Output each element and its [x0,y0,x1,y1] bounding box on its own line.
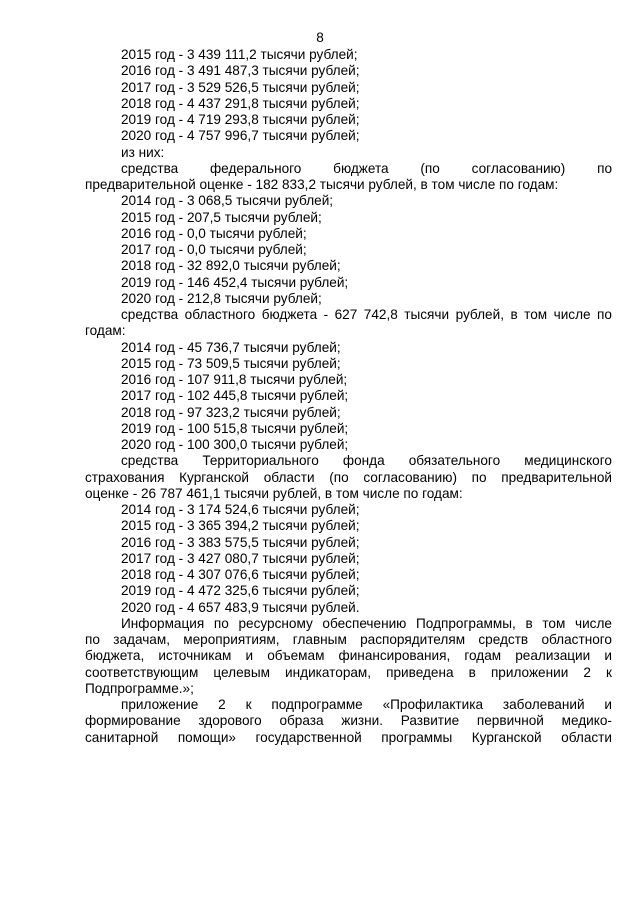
text-line [85,697,612,713]
text-word: помощи» [177,729,236,745]
text-line: 2017 год - 3 427 080,7 тысячи рублей; [121,550,360,566]
text-word: - [323,307,329,322]
text-word: Подпрограммы, [416,615,516,631]
text-line: 2014 год - 45 736,7 тысячи рублей; [121,339,341,355]
text-word: федерального [210,160,302,176]
text-word: предварительной [501,469,612,485]
text-word: фонда [342,453,385,469]
page-number: 8 [316,30,324,45]
text-line: 2015 год - 207,5 тысячи рублей; [121,209,322,225]
text-line: 2015 год - 3 365 394,2 тысячи рублей; [121,518,360,534]
text-word: заболеваний [502,697,585,712]
text-line: 2017 год - 102 445,8 тысячи рублей; [121,388,349,404]
text-line: 2016 год - 3 491 487,3 тысячи рублей; [121,63,360,79]
text-word: здорового [198,713,262,729]
text-word: страхования [85,469,165,485]
text-line: из них: [121,144,165,160]
text-line: 2016 год - 107 911,8 тысячи рублей; [121,372,348,387]
text-word: по [597,160,612,176]
text-word: обеспечению [322,615,407,631]
text-line [85,470,612,486]
text-line: годам: [85,323,126,339]
text-line [85,713,612,729]
text-word: главным [292,632,347,647]
text-line: 2014 год - 3 068,5 тысячи рублей; [121,193,334,209]
text-word: объемам [267,648,325,664]
text-word: мероприятиям, [183,632,280,647]
text-word: том [542,615,566,631]
text-line: 2014 год - 3 174 524,6 тысячи рублей; [121,502,360,517]
text-line: 2018 год - 97 323,2 тысячи рублей; [121,404,341,420]
text-word: финансирования, [338,648,451,664]
text-word: «Профилактика [382,697,484,712]
text-word: согласованию) [471,160,566,176]
text-word: в [525,615,533,631]
text-word: медико- [561,713,612,729]
text-word: в [468,664,476,680]
text-line: 2015 год - 3 439 111,2 тысячи рублей; [121,47,358,62]
text-word: государственной [255,729,362,745]
text-line: 2018 год - 32 892,0 тысячи рублей; [121,258,341,274]
text-word: годам [464,648,502,664]
text-word: области [263,469,315,485]
text-word: Информация [121,615,205,631]
text-word: том [524,307,548,322]
text-word: Территориального [202,453,319,469]
text-word: по [597,307,612,322]
text-word: рублей, [455,307,504,322]
text-word: медицинского [524,453,612,469]
text-line: 2020 год - 4 757 996,7 тысячи рублей; [121,128,360,144]
text-word: и [245,648,254,664]
text-word: Курганской [179,469,250,485]
text-word: приложении [490,664,569,680]
text-word: жизни. [341,713,384,729]
text-line: оценке - 26 787 461,1 тысячи рублей, в том числе по годам: [85,485,463,501]
text-word: задачам, [113,632,170,647]
text-word: (по [420,160,440,176]
text-word: средств [478,632,529,647]
text-word: санитарной [85,729,159,745]
text-line: 2016 год - 3 383 575,5 тысячи рублей; [121,534,360,550]
text-word: бюджета [261,307,318,322]
text-line: 2019 год - 4 472 325,6 тысячи рублей; [121,583,360,599]
text-word: по [85,632,100,647]
text-word: целевым [213,664,270,680]
text-word: средства [121,160,179,176]
text-line: Подпрограмме.»; [85,680,194,696]
text-word: обязательного [408,453,501,469]
text-word: к [245,697,252,712]
text-word: формирование [85,713,181,729]
text-line: предварительной оценке - 182 833,2 тысячи рублей, в том числе по годам: [85,177,559,192]
text-word: к [606,664,612,680]
text-line: 2020 год - 212,8 тысячи рублей; [121,290,322,306]
text-word: подпрограмме [271,697,363,712]
text-word: соответствующим [85,664,199,680]
text-line [85,648,612,664]
text-word: 742,8 [363,307,398,322]
text-line [85,307,612,323]
text-line: 2020 год - 100 300,0 тысячи рублей; [121,437,349,452]
text-word: Курганской [471,729,542,745]
text-line: 2019 год - 100 515,8 тысячи рублей; [121,420,349,436]
text-word: числе [553,307,591,322]
text-word: средства [121,307,179,322]
text-word: приложение [121,697,199,712]
text-word: Развитие [400,713,460,729]
text-word: согласованию) [363,469,457,485]
text-word: распорядителям [360,632,466,647]
text-word: (по [329,469,349,485]
text-word: программы [381,729,453,745]
text-word: по [471,469,487,485]
text-line: 2018 год - 4 437 291,8 тысячи рублей; [121,95,360,111]
text-line: 2018 год - 4 307 076,6 тысячи рублей; [121,567,360,582]
text-line [85,632,612,648]
document-body [85,47,612,746]
text-line: 2019 год - 146 452,4 тысячи рублей; [121,274,349,290]
text-word: числе [574,615,612,631]
text-word: бюджета, [85,648,145,664]
text-word: образа [279,713,324,729]
text-word: бюджета [333,160,389,176]
text-line: 2016 год - 0,0 тысячи рублей; [121,225,307,241]
text-line: 2017 год - 3 529 526,5 тысячи рублей; [121,79,360,95]
text-word: тысячи [404,307,450,322]
text-word: и [604,697,612,712]
text-line: 2019 год - 4 719 293,8 тысячи рублей; [121,112,360,127]
text-line: 2015 год - 73 509,5 тысячи рублей; [121,355,341,371]
text-line [85,665,612,681]
text-word: реализации [515,648,591,664]
text-line [85,161,612,177]
text-word: источникам [158,648,232,664]
text-line [85,616,612,632]
text-word: области [561,729,612,745]
text-word: 627 [334,307,358,322]
text-word: областного [184,307,256,322]
text-word: по [213,615,229,631]
text-word: индикаторам, [285,664,372,680]
text-line [85,453,612,469]
text-word: и [604,648,612,664]
text-word: первичной [476,713,544,729]
text-line: 2020 год - 4 657 483,9 тысячи рублей. [121,599,360,615]
text-line: 2017 год - 0,0 тысячи рублей; [121,242,307,257]
text-word: 2 [218,697,226,712]
text-word: областного [541,632,612,647]
text-line [85,730,612,746]
text-word: средства [121,453,179,469]
text-word: ресурсному [238,615,313,631]
text-word: приведена [386,664,454,680]
text-word: в [510,307,518,322]
text-word: 2 [583,664,591,680]
